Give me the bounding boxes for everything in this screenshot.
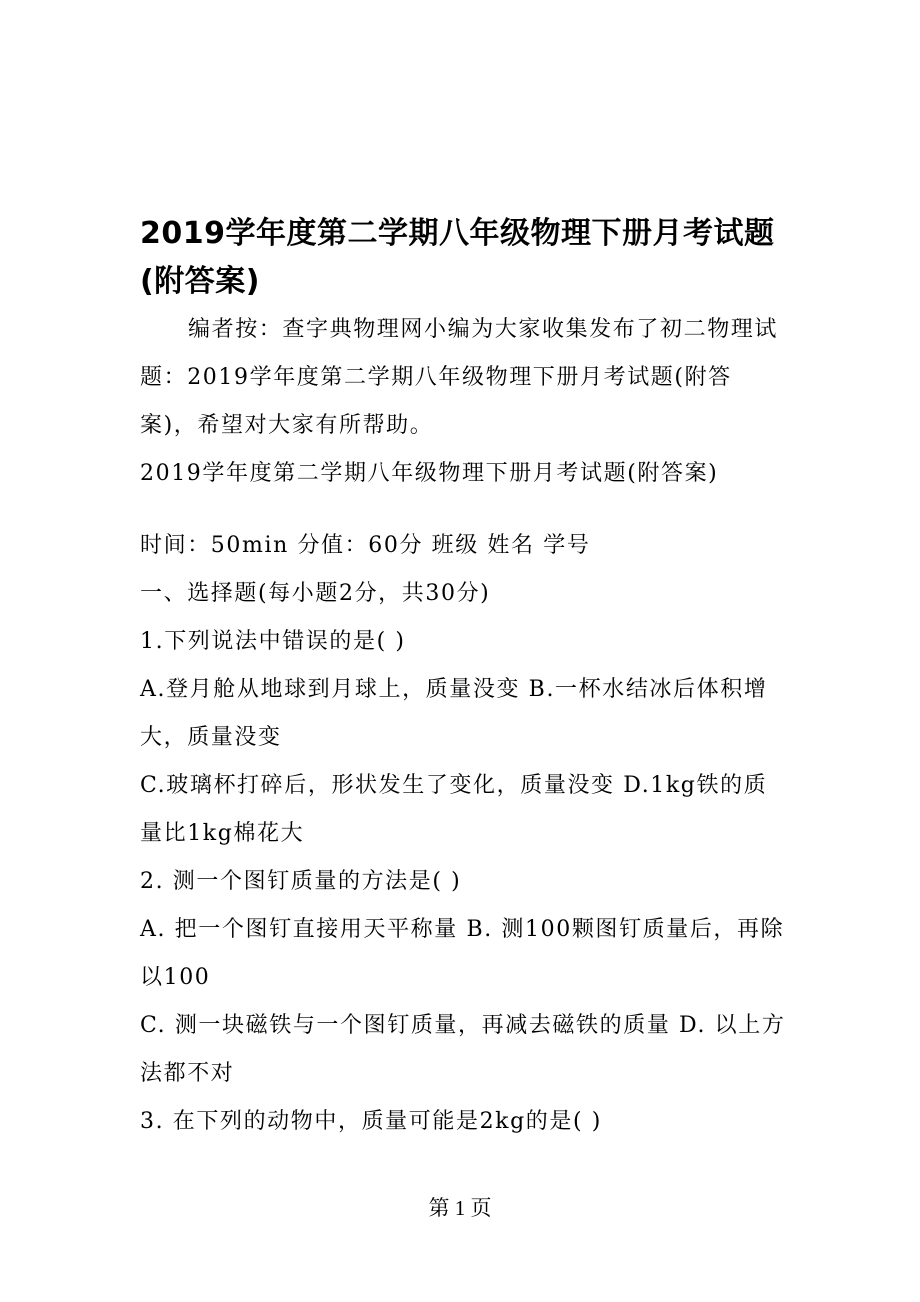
- page-number: 第 1 页: [428, 1196, 492, 1220]
- question-1: 1.下列说法中错误的是( ): [140, 629, 406, 654]
- intro-paragraph: 编者按：查字典物理网小编为大家收集发布了初二物理试题：2019学年度第二学期八年级物理下册月考试题(附答案)，希望对大家有所帮助。: [140, 317, 779, 438]
- exam-info-line: 时间：50min 分值：60分 班级 姓名 学号: [140, 533, 591, 558]
- question-2-options-ab: A. 把一个图钉直接用天平称量 B. 测100颗图钉质量后，再除以100: [140, 917, 785, 990]
- question-3: 3. 在下列的动物中，质量可能是2kg的是( ): [140, 1109, 602, 1134]
- document-body: [140, 210, 788, 1146]
- question-2-options-cd: C. 测一块磁铁与一个图钉质量，再减去磁铁的质量 D. 以上方法都不对: [140, 1013, 786, 1086]
- question-1-options-cd: C.玻璃杯打碎后，形状发生了变化，质量没变 D.1kg铁的质量比1kg棉花大: [140, 773, 768, 846]
- document-title: 2019学年度第二学期八年级物理下册月考试题(附答案): [140, 216, 775, 299]
- exam-subtitle: 2019学年度第二学期八年级物理下册月考试题(附答案): [140, 461, 719, 486]
- section-heading: 一、选择题(每小题2分，共30分): [140, 581, 491, 606]
- question-2: 2. 测一个图钉质量的方法是( ): [140, 869, 462, 894]
- question-1-options-ab: A.登月舱从地球到月球上，质量没变 B.一杯水结冰后体积增大，质量没变: [140, 677, 768, 750]
- spacer: [140, 498, 788, 522]
